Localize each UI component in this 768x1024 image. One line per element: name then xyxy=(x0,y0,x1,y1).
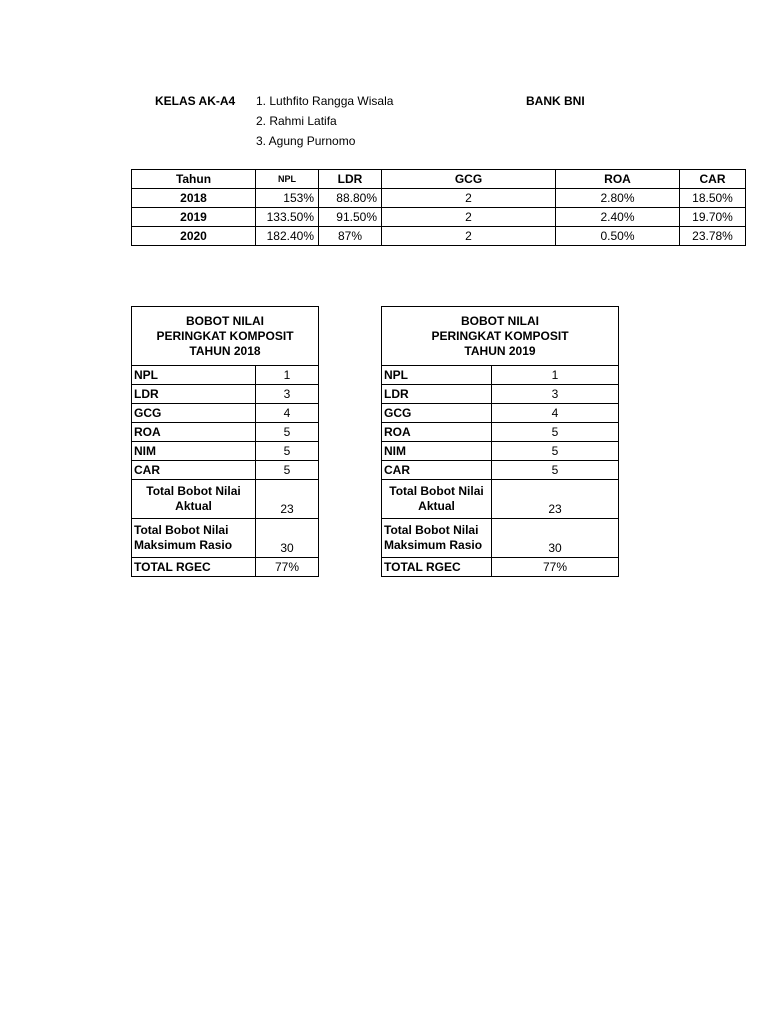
score-label: NIM xyxy=(132,442,256,461)
table-row xyxy=(132,227,746,246)
title-line: TAHUN 2019 xyxy=(464,343,536,358)
score-value: 1 xyxy=(492,366,619,385)
title-line: PERINGKAT KOMPOSIT xyxy=(156,328,294,343)
cell-ldr: 91.50% xyxy=(319,208,382,227)
score-row xyxy=(382,461,619,480)
cell-npl: 133.50% xyxy=(256,208,319,227)
score-row xyxy=(382,404,619,423)
score-label: NPL xyxy=(132,366,256,385)
cell-npl: 182.40% xyxy=(256,227,319,246)
cell-ldr: 87% xyxy=(319,227,382,246)
max-total-value: 30 xyxy=(256,519,319,558)
max-total-row xyxy=(132,519,319,558)
max-total-value: 30 xyxy=(492,519,619,558)
score-value: 4 xyxy=(492,404,619,423)
bank-name: BANK BNI xyxy=(526,94,585,108)
label-line: Maksimum Rasio xyxy=(134,538,233,552)
header-tahun: Tahun xyxy=(132,170,256,189)
class-label: KELAS AK-A4 xyxy=(155,94,236,108)
score-row xyxy=(132,385,319,404)
header-gcg: GCG xyxy=(382,170,556,189)
label-line: Aktual xyxy=(418,499,455,513)
header-npl: NPL xyxy=(256,170,319,189)
score-label: ROA xyxy=(382,423,492,442)
actual-total-value: 23 xyxy=(492,480,619,519)
label-line: Total Bobot Nilai xyxy=(384,523,479,537)
score-row xyxy=(382,366,619,385)
member-2: 2. Rahmi Latifa xyxy=(256,114,337,128)
score-table-title xyxy=(382,307,619,366)
score-value: 4 xyxy=(256,404,319,423)
cell-car: 18.50% xyxy=(680,189,746,208)
rgec-total-value: 77% xyxy=(492,558,619,577)
score-row xyxy=(132,366,319,385)
score-value: 3 xyxy=(492,385,619,404)
score-label: LDR xyxy=(382,385,492,404)
score-label: NPL xyxy=(382,366,492,385)
score-value: 3 xyxy=(256,385,319,404)
max-total-label xyxy=(132,519,256,558)
member-3: 3. Agung Purnomo xyxy=(256,134,356,148)
score-value: 5 xyxy=(256,442,319,461)
label-line: Total Bobot Nilai xyxy=(146,484,241,498)
score-value: 5 xyxy=(492,423,619,442)
label-line: Maksimum Rasio xyxy=(384,538,483,552)
score-label: CAR xyxy=(132,461,256,480)
score-row xyxy=(132,404,319,423)
label-line: Total Bobot Nilai xyxy=(134,523,229,537)
score-label: CAR xyxy=(382,461,492,480)
cell-gcg: 2 xyxy=(382,189,556,208)
rgec-total-row xyxy=(382,558,619,577)
score-table-2019 xyxy=(381,306,619,577)
actual-total-value: 23 xyxy=(256,480,319,519)
header-car: CAR xyxy=(680,170,746,189)
score-row xyxy=(132,442,319,461)
cell-roa: 0.50% xyxy=(556,227,680,246)
score-row xyxy=(132,423,319,442)
actual-total-row xyxy=(132,480,319,519)
actual-total-label xyxy=(382,480,492,519)
score-table-title xyxy=(132,307,319,366)
title-line: BOBOT NILAI xyxy=(186,313,264,328)
label-line: Total Bobot Nilai xyxy=(389,484,484,498)
score-row xyxy=(382,385,619,404)
member-1: 1. Luthfito Rangga Wisala xyxy=(256,94,394,108)
max-total-label xyxy=(382,519,492,558)
rgec-total-value: 77% xyxy=(256,558,319,577)
score-row xyxy=(382,442,619,461)
cell-year: 2019 xyxy=(132,208,256,227)
title-line: TAHUN 2018 xyxy=(189,343,261,358)
rgec-total-label: TOTAL RGEC xyxy=(132,558,256,577)
rgec-total-row xyxy=(132,558,319,577)
cell-gcg: 2 xyxy=(382,227,556,246)
table-row xyxy=(132,208,746,227)
cell-ldr: 88.80% xyxy=(319,189,382,208)
score-row xyxy=(132,461,319,480)
cell-year: 2020 xyxy=(132,227,256,246)
cell-year: 2018 xyxy=(132,189,256,208)
header-roa: ROA xyxy=(556,170,680,189)
rgec-total-label: TOTAL RGEC xyxy=(382,558,492,577)
ratio-table xyxy=(131,169,746,246)
score-label: NIM xyxy=(382,442,492,461)
cell-npl: 153% xyxy=(256,189,319,208)
actual-total-label xyxy=(132,480,256,519)
score-value: 5 xyxy=(256,461,319,480)
title-line: BOBOT NILAI xyxy=(461,313,539,328)
score-label: LDR xyxy=(132,385,256,404)
score-row xyxy=(382,423,619,442)
label-line: Aktual xyxy=(175,499,212,513)
score-value: 1 xyxy=(256,366,319,385)
score-label: GCG xyxy=(132,404,256,423)
score-value: 5 xyxy=(492,442,619,461)
cell-gcg: 2 xyxy=(382,208,556,227)
score-value: 5 xyxy=(492,461,619,480)
actual-total-row xyxy=(382,480,619,519)
cell-roa: 2.40% xyxy=(556,208,680,227)
score-label: GCG xyxy=(382,404,492,423)
cell-roa: 2.80% xyxy=(556,189,680,208)
score-label: ROA xyxy=(132,423,256,442)
table-row xyxy=(132,189,746,208)
title-line: PERINGKAT KOMPOSIT xyxy=(431,328,569,343)
score-value: 5 xyxy=(256,423,319,442)
header-ldr: LDR xyxy=(319,170,382,189)
cell-car: 23.78% xyxy=(680,227,746,246)
table-header-row xyxy=(132,170,746,189)
max-total-row xyxy=(382,519,619,558)
score-table-2018 xyxy=(131,306,319,577)
cell-car: 19.70% xyxy=(680,208,746,227)
